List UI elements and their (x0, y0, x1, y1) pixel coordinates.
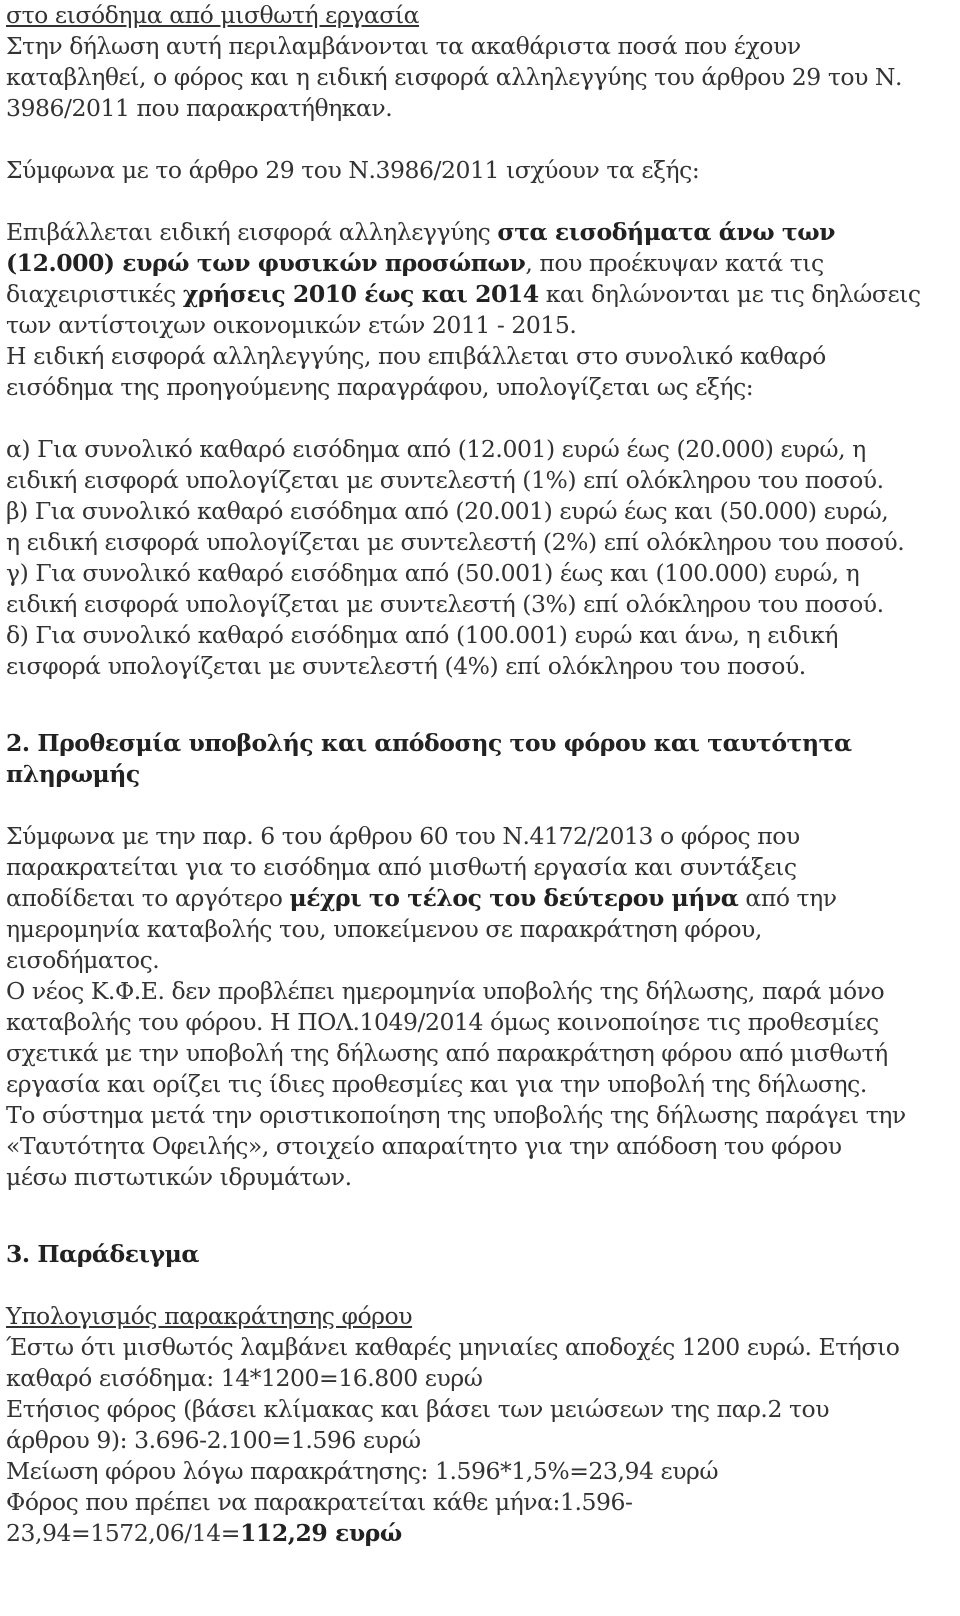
text-line: Ετήσιος φόρος (βάσει κλίμακας και βάσει των μειώσεων της παρ.2 του (6, 1395, 830, 1423)
text-span: αποδίδεται το αργότερο (6, 884, 290, 912)
text-line (6, 883, 954, 914)
text-line: Το σύστημα μετά την οριστικοποίηση της υποβολής της δήλωσης παράγει την (6, 1101, 906, 1129)
list-item: εισφορά υπολογίζεται με συντελεστή (4%) επί ολόκληρου του ποσού. (6, 652, 806, 680)
text-line (6, 279, 954, 310)
text-line: εισοδήματος. (6, 946, 160, 974)
list-item: β) Για συνολικό καθαρό εισόδημα από (20.001) ευρώ έως και (50.000) ευρώ, (6, 497, 889, 525)
text-span: Επιβάλλεται ειδική εισφορά αλληλεγγύης (6, 218, 498, 246)
section2-heading: 2. Προθεσμία υποβολής και απόδοσης του φόρου και ταυτότητα (6, 729, 852, 757)
bold-span: 112,29 ευρώ (240, 1519, 402, 1547)
text-line: ημερομηνία καταβολής του, υποκείμενου σε παρακράτηση φόρου, (6, 915, 762, 943)
text-line: 3986/2011 που παρακρατήθηκαν. (6, 94, 393, 122)
bold-span: στα εισοδήματα άνω των (497, 218, 836, 246)
list-item: γ) Για συνολικό καθαρό εισόδημα από (50.001) έως και (100.000) ευρώ, η (6, 559, 860, 587)
text-line: Στην δήλωση αυτή περιλαμβάνονται τα ακαθάριστα ποσά που έχουν (6, 32, 801, 60)
text-line: καθαρό εισόδημα: 14*1200=16.800 ευρώ (6, 1364, 483, 1392)
text-line: Η ειδική εισφορά αλληλεγγύης, που επιβάλλεται στο συνολικό καθαρό (6, 342, 826, 370)
text-line: εισόδημα της προηγούμενης παραγράφου, υπολογίζεται ως εξής: (6, 373, 754, 401)
bold-span: χρήσεις 2010 έως και 2014 (182, 280, 539, 308)
text-line: άρθρου 9): 3.696-2.100=1.596 ευρώ (6, 1426, 421, 1454)
text-line (6, 1518, 954, 1549)
text-span: και δηλώνονται με τις δηλώσεις (538, 280, 921, 308)
text-line: σχετικά με την υποβολή της δήλωσης από παρακράτηση φόρου από μισθωτή (6, 1039, 888, 1067)
text-line: Φόρος που πρέπει να παρακρατείται κάθε μήνα:1.596- (6, 1488, 633, 1516)
text-line: «Ταυτότητα Οφειλής», στοιχείο απαραίτητο για την απόδοση του φόρου (6, 1132, 842, 1160)
text-line: εργασία και ορίζει τις ίδιες προθεσμίες και για την υποβολή της δήλωσης. (6, 1070, 867, 1098)
text-line: μέσω πιστωτικών ιδρυμάτων. (6, 1163, 352, 1191)
text-span: διαχειριστικές (6, 280, 183, 308)
list-item: α) Για συνολικό καθαρό εισόδημα από (12.001) ευρώ έως (20.000) ευρώ, η (6, 435, 866, 463)
text-line (6, 217, 954, 248)
section1-subtitle: στο εισόδημα από μισθωτή εργασία (6, 1, 420, 29)
list-item: η ειδική εισφορά υπολογίζεται με συντελεστή (2%) επί ολόκληρου του ποσού. (6, 528, 905, 556)
text-line: Σύμφωνα με το άρθρο 29 του Ν.3986/2011 ισχύουν τα εξής: (6, 156, 700, 184)
text-line: των αντίστοιχων οικονομικών ετών 2011 - 2015. (6, 311, 577, 339)
section3-heading: 3. Παράδειγμα (6, 1240, 199, 1268)
bold-span: μέχρι το τέλος του δεύτερου μήνα (289, 884, 739, 912)
text-line: Έστω ότι μισθωτός λαμβάνει καθαρές μηνιαίες αποδοχές 1200 ευρώ. Ετήσιο (6, 1333, 900, 1361)
text-span: από την (738, 884, 837, 912)
text-line: Μείωση φόρου λόγω παρακράτησης: 1.596*1,5%=23,94 ευρώ (6, 1457, 719, 1485)
text-span: , που προέκυψαν κατά τις (525, 249, 824, 277)
section2-heading: πληρωμής (6, 760, 140, 788)
text-line: Σύμφωνα με την παρ. 6 του άρθρου 60 του Ν.4172/2013 ο φόρος που (6, 822, 800, 850)
text-line (6, 248, 954, 279)
text-line: Ο νέος Κ.Φ.Ε. δεν προβλέπει ημερομηνία υποβολής της δήλωσης, παρά μόνο (6, 977, 885, 1005)
list-item: ειδική εισφορά υπολογίζεται με συντελεστή (1%) επί ολόκληρου του ποσού. (6, 466, 884, 494)
section3-subtitle: Υπολογισμός παρακράτησης φόρου (6, 1302, 413, 1330)
list-item: δ) Για συνολικό καθαρό εισόδημα από (100.001) ευρώ και άνω, η ειδική (6, 621, 839, 649)
text-line: καταβληθεί, ο φόρος και η ειδική εισφορά αλληλεγγύης του άρθρου 29 του Ν. (6, 63, 903, 91)
text-line: παρακρατείται για το εισόδημα από μισθωτή εργασία και συντάξεις (6, 853, 797, 881)
text-line: καταβολής του φόρου. Η ΠΟΛ.1049/2014 όμως κοινοποίησε τις προθεσμίες (6, 1008, 879, 1036)
text-span: 23,94=1572,06/14= (6, 1519, 241, 1547)
list-item: ειδική εισφορά υπολογίζεται με συντελεστή (3%) επί ολόκληρου του ποσού. (6, 590, 884, 618)
bold-span: (12.000) ευρώ των φυσικών προσώπων (6, 249, 526, 277)
